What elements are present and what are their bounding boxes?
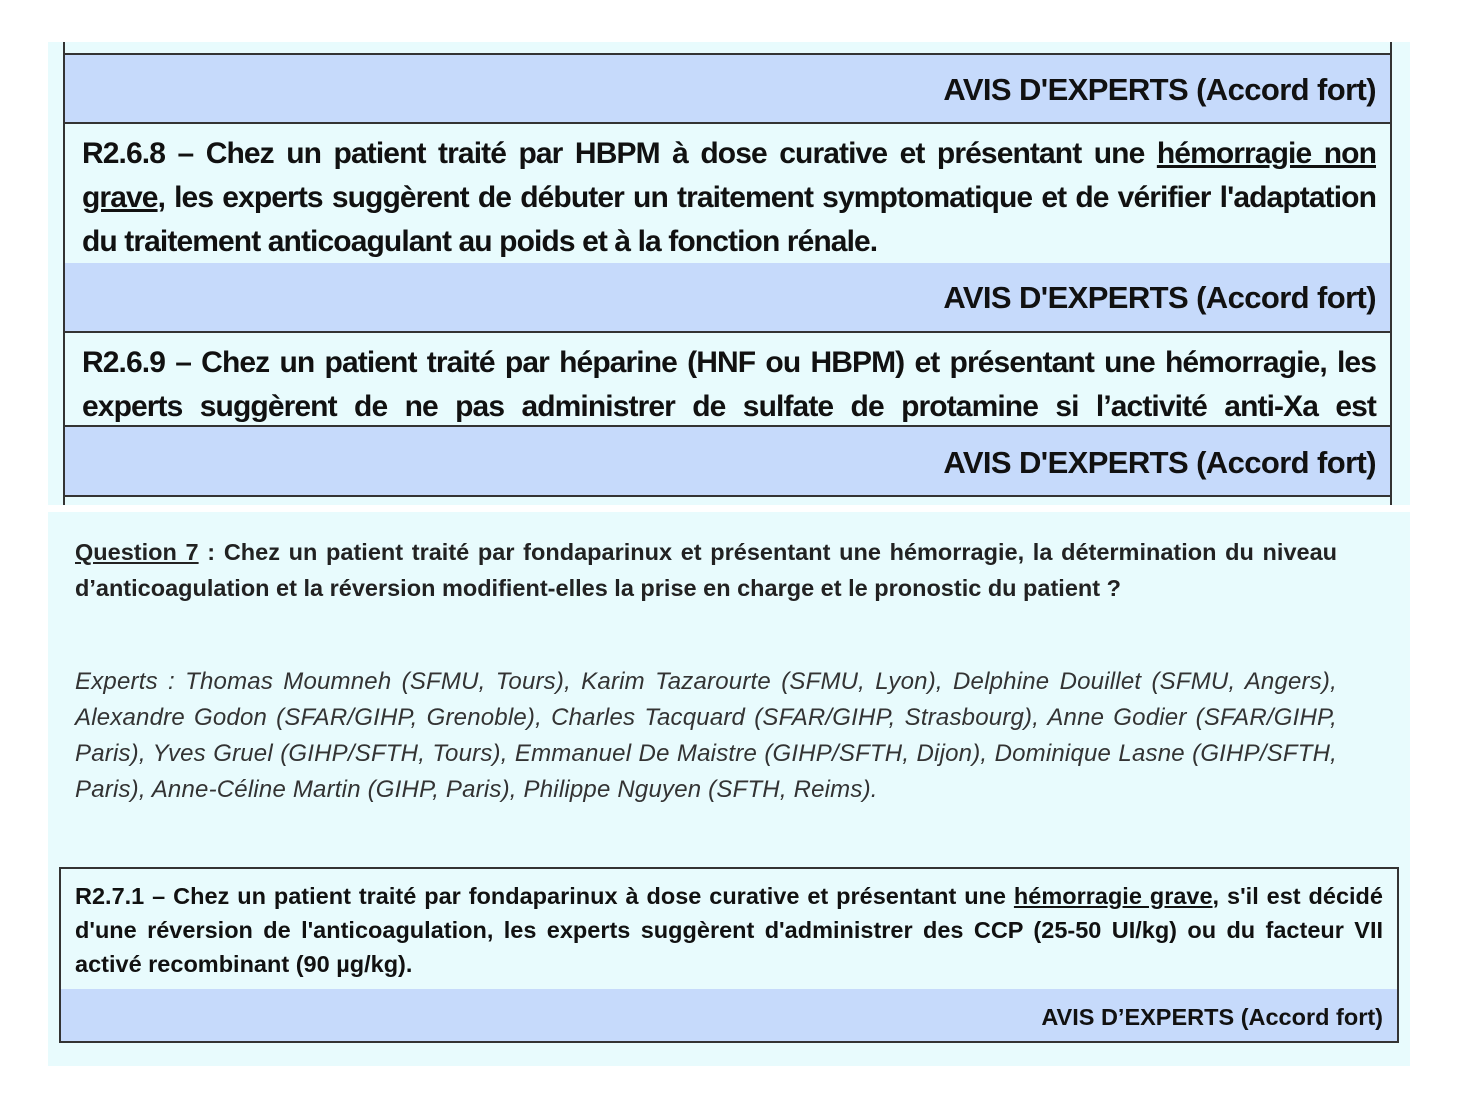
avis-experts-banner-3: AVIS D'EXPERTS (Accord fort) bbox=[63, 427, 1392, 496]
avis-experts-banner-4: AVIS D’EXPERTS (Accord fort) bbox=[61, 989, 1397, 1041]
experts-list: Experts : Thomas Moumneh (SFMU, Tours), Karim Tazarourte (SFMU, Lyon), Delphine Douillet (SFMU, Angers), Alexandre Godon (SFAR/GIHP, Grenoble), Charles Tacquard (SFAR/GIHP, Strasbourg), Anne Godier (SFAR/GIHP, Paris), Yves Gruel (GIHP/SFTH, Tours), Emmanuel De Maistre (GIHP/SFTH, Dijon), Dominique Lasne (GIHP/SFTH, Paris), Anne-Céline Martin (GIHP, Paris), Philippe Nguyen (SFTH, Reims). bbox=[75, 668, 1337, 803]
r268-text-end: , les experts suggèrent de débuter un traitement symptomatique et de vérifier l'adaptation du traitement anticoagulant au poids et à la fonction rénale. bbox=[82, 181, 1376, 258]
table-edge-bottom bbox=[63, 497, 1392, 505]
r268-text-start: R2.6.8 – Chez un patient traité par HBPM à dose curative et présentant une bbox=[82, 137, 1157, 170]
r271-underlined-term: hémorragie grave bbox=[1013, 883, 1213, 909]
r271-text-start: R2.7.1 – Chez un patient traité par fondaparinux à dose curative et présentant une bbox=[75, 883, 1014, 909]
avis-experts-banner-2: AVIS D'EXPERTS (Accord fort) bbox=[63, 263, 1392, 332]
upper-recommendations-panel bbox=[48, 42, 1410, 505]
r268-underlined-term: hémorragie non grave bbox=[82, 137, 1376, 214]
lower-question-panel bbox=[48, 512, 1410, 1066]
recommendation-r2-6-9: R2.6.9 – Chez un patient traité par héparine (HNF ou HBPM) et présentant une hémorragie, les experts suggèrent de ne pas administrer de sulfate de protamine si l’activité anti-Xa est bbox=[63, 333, 1392, 426]
question-label: Question 7 bbox=[75, 539, 199, 565]
recommendation-r2-6-8 bbox=[63, 124, 1392, 263]
recommendation-box-r2-7-1 bbox=[59, 867, 1399, 1043]
r271-text-end: , s'il est décidé d'une réversion de l'anticoagulation, les experts suggèrent d'administrer des CCP (25-50 UI/kg) ou du facteur VII activé recombinant (90 µg/kg). bbox=[75, 883, 1383, 977]
question-7 bbox=[75, 534, 1337, 606]
recommendation-r2-7-1 bbox=[75, 879, 1383, 981]
avis-experts-banner-1: AVIS D'EXPERTS (Accord fort) bbox=[63, 55, 1392, 123]
question-text: : Chez un patient traité par fondaparinux et présentant une hémorragie, la détermination du niveau d’anticoagulation et la réversion modifient-elles la prise en charge et le pronostic du patient ? bbox=[75, 539, 1338, 601]
